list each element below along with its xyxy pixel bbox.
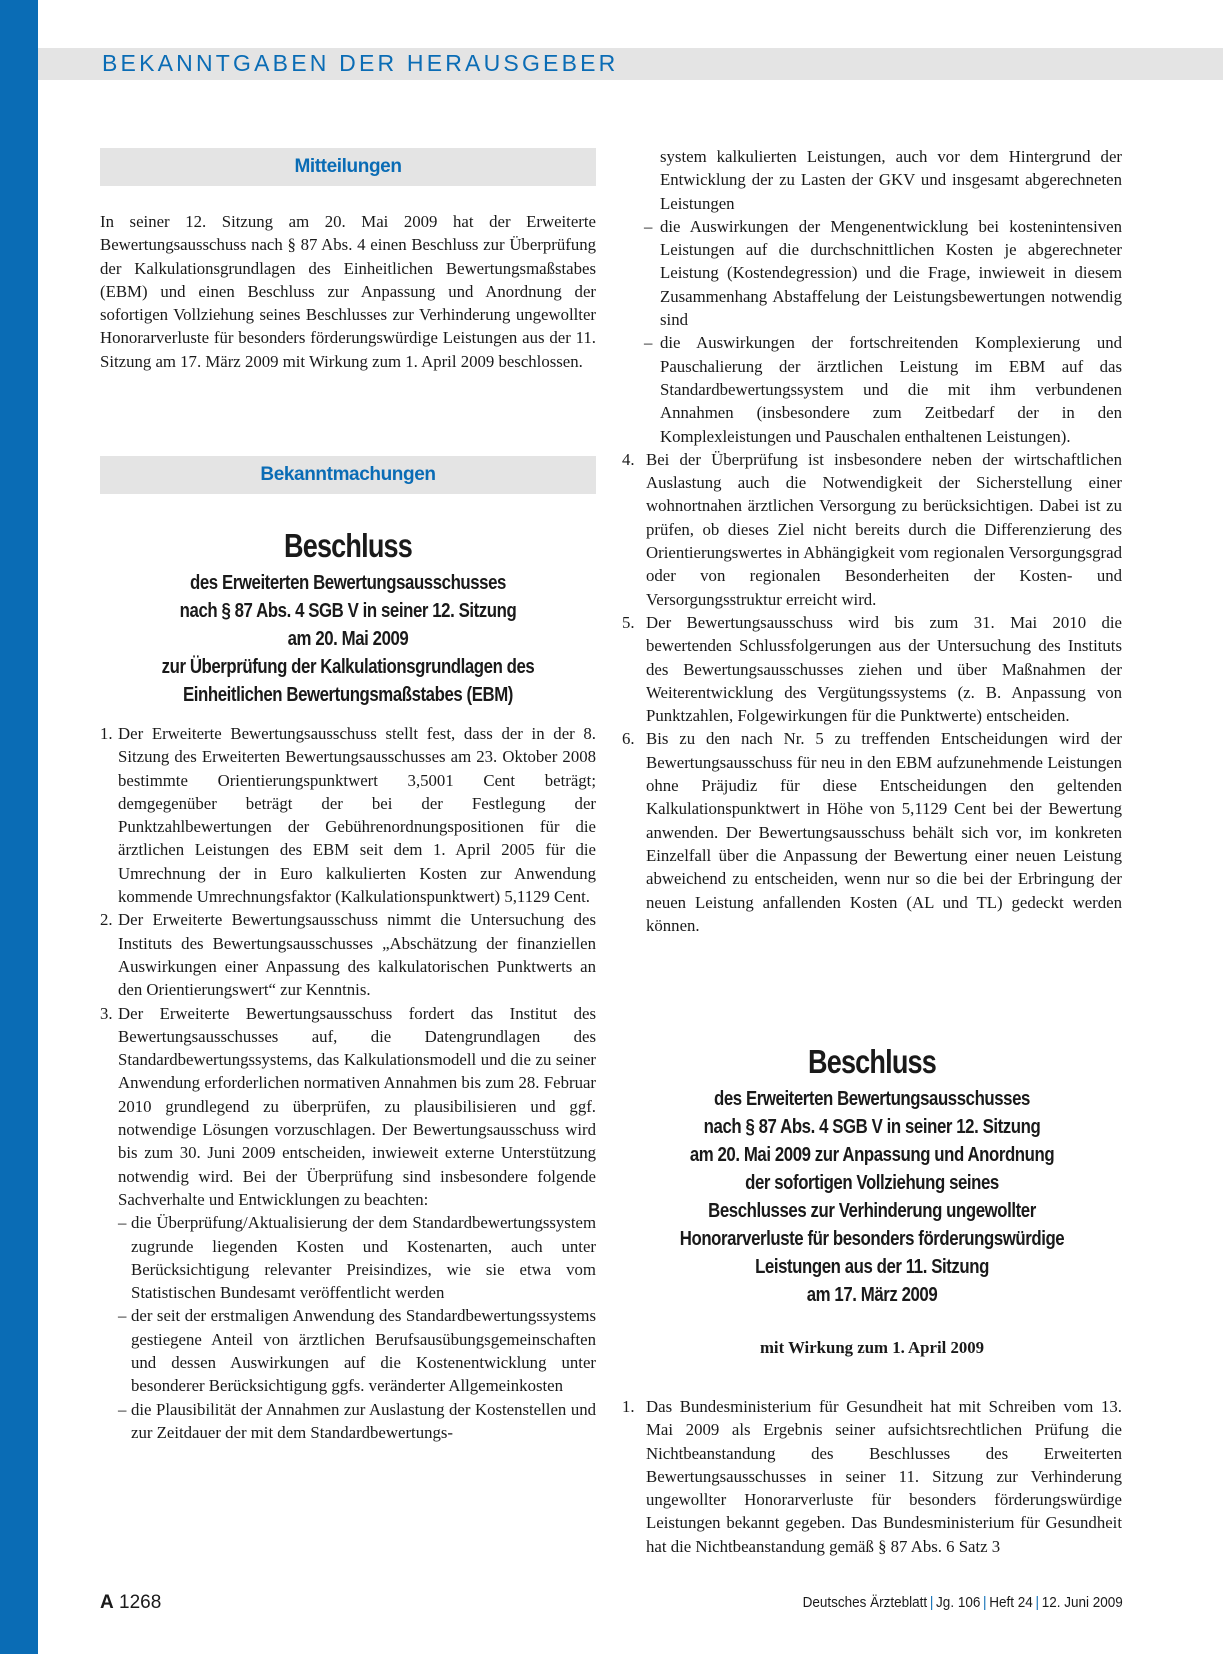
dash-item: – die Plausibilität der Annahmen zur Auslastung der Kostenstellen und zur Zeitdauer der mit dem Standardbewertungs-: [118, 1399, 596, 1442]
beschluss2-list: [622, 1395, 1122, 1558]
beschluss2-subtitle-line: der sofortigen Vollziehung seines: [745, 1172, 999, 1194]
beschluss1-list-right: [622, 145, 1122, 937]
dash-item: – die Überprüfung/Aktualisierung der dem Standardbewertungssystem zugrunde liegenden Kosten und Kostenarten, auch unter Berücksichtigung relevanter Preisindizes, wie sie etwa vom Statistischen Bundesamt veröffentlicht werden: [118, 1213, 596, 1303]
beschluss2-subtitle-line: Beschlusses zur Verhinderung ungewollter: [708, 1200, 1036, 1222]
beschluss2-effective-date: mit Wirkung zum 1. April 2009: [759, 1338, 985, 1357]
dash-item-text: die Überprüfung/Aktualisierung der dem Standardbewertungssystem zugrunde liegenden Kosten und Kostenarten, auch unter Berücksichtigung relevanter Preisindizes, wie sie etwa vom Statistischen Bundesamt veröffentlicht werden: [131, 1213, 596, 1303]
dash-item-text: die Plausibilität der Annahmen zur Auslastung der Kostenstellen und zur Zeitdauer der mit dem Standardbewertungs-: [131, 1399, 596, 1442]
item-number: 5.: [622, 612, 635, 632]
journal-issue: Heft 24: [989, 1594, 1034, 1611]
dash-item: – der seit der erstmaligen Anwendung des Standardbewertungssystems gestiegene Anteil von ärztlichen Berufsausübungsgemeinschaften und dessen Auswirkungen auf die Kostenentwicklung unter besonderer Berücksichtigung ggfs. veränderter Allgemeinkosten: [118, 1306, 596, 1396]
mitteilungen-text: In seiner 12. Sitzung am 20. Mai 2009 hat der Erweiterte Bewertungsausschuss nach § 87 Abs. 4 einen Beschluss zur Überprüfung der Kalkulationsgrundlagen des Einheitlichen Bewertungsmaßstabes (EBM) und einen Beschluss zur Anpassung und Anordnung der sofortigen Vollziehung seines Beschlusses zur Verhinderung ungewollter Honorarverluste für besonders förderungswürdige Leistungen aus der 11. Sitzung am 17. März 2009 mit Wirkung zum 1. April 2009 beschlossen.: [100, 212, 596, 371]
side-color-bar: [0, 0, 38, 1654]
beschluss1-subtitle-line: des Erweiterten Bewertungsausschusses: [190, 572, 506, 594]
dash-item: – die Auswirkungen der Mengenentwicklung bei kostenintensiven Leistungen auf die durchschnittlichen Kosten je abgerechneter Leistung (Kostendegression) und die Frage, inwieweit in diesem Zusammenhang Abstaffelung der Leistungsbewertungen notwendig sind: [644, 216, 1122, 330]
item-number: 6.: [622, 729, 635, 749]
beschluss1-subtitle-line: am 20. Mai 2009: [287, 628, 409, 650]
list-item: [622, 1395, 1122, 1558]
mitteilungen-heading: Mitteilungen: [100, 148, 596, 186]
beschluss2-subtitle-line: Leistungen aus der 11. Sitzung: [755, 1256, 989, 1278]
beschluss2-subtitle-line: am 20. Mai 2009 zur Anpassung und Anordnung: [689, 1144, 1055, 1166]
list-item: [100, 722, 596, 908]
item-text: Der Erweiterte Bewertungsausschuss fordert das Institut des Bewertungsausschusses auf, die Datengrundlagen des Standardbewertungssystems, das Kalkulationsmodell und die zu seiner Anwendung erforderlichen normativen Annahmen bis zum 28. Februar 2010 grundlegend zu überprüfen, zu plausibilisieren und ggf. notwendige Lösungen vorzuschlagen. Der Bewertungsausschuss wird bis zum 30. Juni 2009 entscheiden, inwieweit externe Unterstützung notwendig wird. Bei der Überprüfung sind insbesondere folgende Sachverhalte und Entwicklungen zu beachten:: [118, 1003, 596, 1209]
beschluss1-subtitle-line: nach § 87 Abs. 4 SGB V in seiner 12. Sitzung: [179, 600, 517, 622]
dash-item-text: die Auswirkungen der fortschreitenden Komplexierung und Pauschalierung der ärztlichen Leistung im EBM auf das Standardbewertungssystem und die mit ihm verbundenen Annahmen (insbesondere zum Zeitbedarf der in den Komplexleistungen und Pauschalen enthaltenen Leistungen).: [660, 333, 1122, 446]
page-prefix: A: [100, 1592, 114, 1613]
item-number: 3.: [100, 1003, 113, 1023]
journal-info: Deutsches Ärzteblatt | Jg. 106 | Heft 24 | 12. Juni 2009: [802, 1594, 1123, 1611]
journal-name: Deutsches Ärzteblatt: [802, 1594, 928, 1611]
beschluss2-subtitle-line: nach § 87 Abs. 4 SGB V in seiner 12. Sitzung: [703, 1116, 1041, 1138]
item-number: 1.: [622, 1397, 635, 1416]
item-text: Bis zu den nach Nr. 5 zu treffenden Entscheidungen wird der Bewertungsausschuss für neu in den EBM aufzunehmende Leistungen ohne Präjudiz für diese Entscheidungen den geltenden Kalkulationspunktwert in Höhe von 5,1129 Cent bei der Bewertung anwenden. Der Bewertungsausschuss behält sich vor, im konkreten Einzelfall über die Anpassung der Bewertung einer neuen Leistung abweichend zu entscheiden, wenn nur so die bei der Erbringung der neuen Leistung anfallenden Kosten (AL und TL) gedeckt werden können.: [646, 729, 1122, 935]
beschluss2-subtitle-line: am 17. März 2009: [806, 1284, 938, 1306]
dash-item-text: der seit der erstmaligen Anwendung des Standardbewertungssystems gestiegene Anteil von ärztlichen Berufsausübungsgemeinschaften und dessen Auswirkungen auf die Kostenentwicklung unter besonderer Berücksichtigung ggfs. veränderter Allgemeinkosten: [131, 1306, 596, 1396]
beschluss2-subtitle-line: des Erweiterten Bewertungsausschusses: [714, 1088, 1030, 1110]
page-number-value: 1268: [119, 1592, 162, 1613]
beschluss1-title: Beschluss: [284, 527, 412, 564]
beschluss2-title: Beschluss: [808, 1043, 936, 1080]
item-text: Bei der Überprüfung ist insbesondere neben der wirtschaftlichen Auslastung auch die Notwendigkeit der Sicherstellung einer wohnortnahen ärztlichen Versorgung zu berücksichtigen. Dabei ist zu prüfen, ob dieses Ziel nicht bereits durch die Differenzierung des Orientierungswertes in Abhängigkeit vom regionalen Versorgungsgrad oder von regionalen Besonderheiten der Kosten- und Versorgungsstruktur erreicht wird.: [646, 449, 1122, 609]
dash-continuation-text: system kalkulierten Leistungen, auch vor dem Hintergrund der Entwicklung der zu Lasten der GKV und insgesamt abgerechneten Leistungen: [660, 147, 1122, 213]
journal-date: 12. Juni 2009: [1041, 1594, 1123, 1611]
item-number: 1.: [100, 724, 113, 743]
item-text: Der Erweiterte Bewertungsausschuss nimmt die Untersuchung des Instituts des Bewertungsausschusses „Abschätzung der finanziellen Auswirkungen einer Anpassung des kalkulatorischen Punktwerts an den Orientierungswert“ zur Kenntnis.: [118, 910, 596, 1000]
journal-volume: Jg. 106: [936, 1594, 981, 1611]
beschluss1-list-left: [100, 722, 596, 1444]
dash-continuation: [622, 145, 1122, 215]
beschluss1-subtitle-line: Einheitlichen Bewertungsmaßstabes (EBM): [183, 684, 513, 706]
bekanntmachungen-heading: Bekanntmachungen: [100, 456, 596, 494]
beschluss1-subtitle: [100, 569, 596, 709]
list-item: [100, 1002, 596, 1212]
dash-item-text: die Auswirkungen der Mengenentwicklung bei kostenintensiven Leistungen auf die durchschnittlichen Kosten je abgerechneter Leistung (Kostendegression) und die Frage, inwieweit in diesem Zusammenhang Abstaffelung der Leistungsbewertungen notwendig sind: [660, 216, 1122, 330]
item-text: Das Bundesministerium für Gesundheit hat mit Schreiben vom 13. Mai 2009 als Ergebnis seiner aufsichtsrechtlichen Prüfung die Nichtbeanstandung des Beschlusses des Erweiterten Bewertungsausschusses in seiner 11. Sitzung zur Verhinderung ungewollter Honorarverluste für besonders förderungswürdige Leistungen bekannt gegeben. Das Bundesministerium für Gesundheit hat die Nichtbeanstandung gemäß § 87 Abs. 6 Satz 3: [646, 1397, 1122, 1556]
beschluss2-subtitle-line: Honorarverluste für besonders förderungswürdige: [679, 1228, 1065, 1250]
section-header-title: BEKANNTGABEN DER HERAUSGEBER: [102, 50, 619, 76]
item-text: Der Erweiterte Bewertungsausschuss stellt fest, dass der in der 8. Sitzung des Erweiterten Bewertungsausschusses am 23. Oktober 2008 bestimmte Orientierungspunktwert 3,5001 Cent beträgt; demgegenüber beträgt der bei der Festlegung der Punktzahlbewertungen der Gebührenordnungspositionen für die ärztlichen Leistungen des EBM seit dem 1. April 2005 für die Umrechnung der in Euro kalkulierten Kosten zur Anwendung kommende Umrechnungsfaktor (Kalkulationspunktwert) 5,1129 Cent.: [118, 724, 596, 907]
item-number: 2.: [100, 910, 113, 930]
list-item: [622, 611, 1122, 727]
item-text: Der Bewertungsausschuss wird bis zum 31. Mai 2010 die bewertenden Schlussfolgerungen aus der Untersuchung des Instituts des Bewertungsausschusses ziehen und über Maßnahmen der Weiterentwicklung des Vergütungssystems (z. B. Anpassung von Punktzahlen, Folgewirkungen für die Punktwerte) entscheiden.: [646, 612, 1122, 726]
list-item: [622, 727, 1122, 937]
item-number: 4.: [622, 449, 635, 469]
list-item: [622, 448, 1122, 611]
beschluss1-subtitle-line: zur Überprüfung der Kalkulationsgrundlagen des: [161, 656, 535, 678]
dash-item: – die Auswirkungen der fortschreitenden Komplexierung und Pauschalierung der ärztlichen Leistung im EBM auf das Standardbewertungssystem und die mit ihm verbundenen Annahmen (insbesondere zum Zeitbedarf der in den Komplexleistungen und Pauschalen enthaltenen Leistungen).: [644, 333, 1122, 446]
beschluss2-subtitle: [622, 1085, 1122, 1309]
list-item: [100, 908, 596, 1001]
page-number: [100, 1592, 161, 1614]
